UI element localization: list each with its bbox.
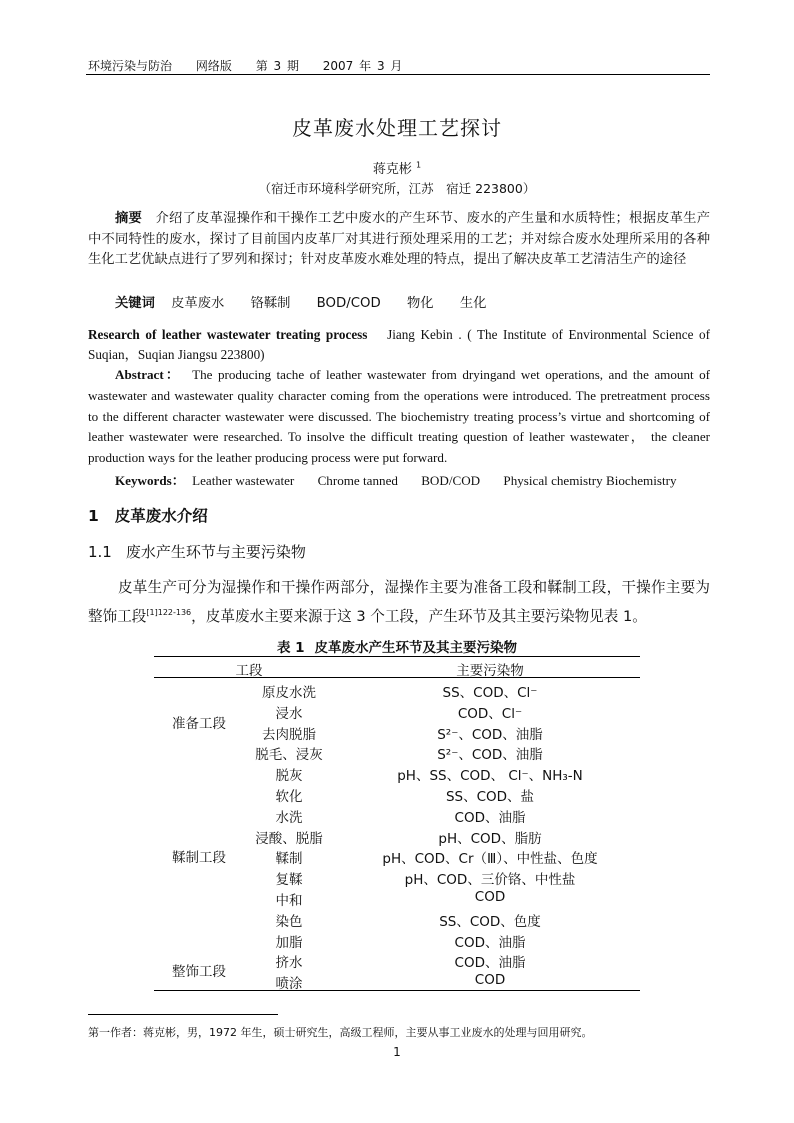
keyword-cn: 物化 [406, 296, 434, 311]
table-cell-process: 染色 [275, 913, 303, 930]
table-cell-process: 鞣制 [275, 851, 303, 868]
section-number: 1.1 [88, 543, 112, 561]
section-heading-1 [88, 504, 208, 526]
table-cell-process: 浸酸、脱脂 [255, 830, 323, 847]
table-cell-pollutants: SS、COD、盐 [445, 789, 535, 805]
table-cell-pollutants: COD、油脂 [454, 934, 526, 951]
table-cell-pollutants: COD、油脂 [454, 809, 526, 826]
keyword-en: Physical chemistry Biochemistry [503, 473, 677, 488]
keyword-cn: 铬鞣制 [250, 296, 291, 311]
section-title: 废水产生环节与主要污染物 [125, 543, 306, 561]
table-cell-process: 脱灰 [275, 768, 303, 785]
abstract-cn [88, 209, 710, 271]
keyword-cn: 皮革废水 [171, 296, 225, 311]
keywords-cn-label: 关键词 [115, 296, 155, 311]
table-cell-pollutants: pH、COD、三价铬、中性盐 [404, 872, 576, 889]
keywords-cn [115, 292, 508, 311]
table-group-label: 鞣制工段 [172, 850, 226, 866]
table-cell-pollutants: COD [474, 972, 506, 989]
table-cell-process: 原皮水洗 [262, 685, 316, 701]
table-cell-process: 软化 [275, 789, 303, 805]
table-cell-pollutants: pH、SS、COD、 Cl⁻、NH₃-N [397, 768, 583, 785]
keyword-en: BOD/COD [421, 473, 481, 488]
running-head [88, 57, 420, 74]
author-line [0, 158, 794, 177]
table-label: 表 1 [276, 640, 305, 656]
keyword-cn: BOD/COD [316, 296, 381, 311]
table-caption [0, 636, 794, 656]
table-group-label: 准备工段 [172, 716, 226, 732]
table-group-label: 整饰工段 [172, 964, 226, 980]
citation: [1]122-136 [146, 608, 192, 617]
keywords-en [115, 470, 677, 489]
keyword-en: Leather wastewater [192, 473, 295, 488]
english-title-block [88, 325, 710, 365]
table-cell-pollutants: S²⁻、COD、油脂 [437, 726, 543, 743]
table-caption-text: 皮革废水产生环节及其主要污染物 [314, 640, 518, 656]
abstract-en-label: Abstract： [115, 367, 182, 382]
section-heading-1-1 [88, 541, 306, 562]
keyword-en: Chrome tanned [317, 473, 398, 488]
table-cell-process: 去肉脱脂 [262, 726, 316, 743]
english-authors: Jiang Kebin . ( The Institute of Environmental Science of Suqian，Suqian Jiangsu 223800) [88, 327, 710, 362]
table-cell-pollutants: SS、COD、色度 [439, 913, 541, 930]
english-title: Research of leather wastewater treating process [88, 327, 368, 342]
issue-date: 2007 年 3 月 [322, 59, 403, 73]
table-cell-pollutants: COD、Cl⁻ [457, 705, 523, 722]
table-cell-process: 中和 [275, 893, 303, 909]
paragraph-text: ，皮革废水主要来源于这 3 个工段，产生环节及其主要污染物见表 1。 [191, 607, 647, 625]
paper-title: 皮革废水处理工艺探讨 [292, 116, 502, 140]
author-mark: 1 [416, 160, 422, 170]
table-cell-pollutants: COD、油脂 [454, 955, 526, 972]
table-header-rule [154, 677, 640, 678]
abstract-en [88, 365, 710, 469]
author-name: 蒋克彬 [372, 162, 412, 177]
abstract-cn-text: 介绍了皮革湿操作和干操作工艺中废水的产生环节、废水的产生量和水质特性；根据皮革生产中不同特性的废水，探讨了目前国内皮革厂对其进行预处理采用的工艺；并对综合废水处理所采用的各种生化工艺优缺点进行了罗列和探讨；针对皮革废水难处理的特点，提出了解决皮革工艺清洁生产的途径 [88, 211, 710, 268]
table-cell-process: 挤水 [275, 955, 303, 972]
edition: 网络版 [195, 59, 232, 73]
section-number: 1 [88, 507, 99, 525]
section-title: 皮革废水介绍 [114, 507, 208, 525]
abstract-cn-label: 摘要 [115, 211, 143, 226]
page-number: 1 [393, 1045, 401, 1059]
table-cell-process: 脱毛、浸灰 [255, 747, 323, 764]
table-cell-pollutants: S²⁻、COD、油脂 [437, 747, 543, 764]
table-cell-pollutants: pH、COD、脂肪 [438, 830, 542, 847]
body-paragraph [88, 575, 710, 629]
table-cell-pollutants: pH、COD、Cr（Ⅲ）、中性盐、色度 [382, 851, 598, 868]
table-top-rule [154, 656, 640, 657]
header-rule [86, 74, 710, 75]
footnote-rule [88, 1014, 278, 1015]
table-cell-process: 水洗 [275, 809, 303, 826]
table-cell-process: 浸水 [275, 705, 303, 722]
keywords-en-label: Keywords： [115, 473, 185, 488]
table-header-stage: 工段 [235, 663, 263, 679]
table-bottom-rule [154, 990, 640, 991]
table-cell-process: 复鞣 [275, 872, 303, 889]
table-cell-process: 加脂 [275, 934, 303, 951]
table-header-pollutants: 主要污染物 [456, 663, 524, 679]
abstract-en-text: The producing tache of leather wastewater from dryingand wet operations, and the amount of wastewater and wastewater quality character coming from the operations were introduced. The pretreatment process to the different character wastewater were discussed. The biochemistry treating process’s virtue and shortcoming of leather wastewater were researched. To insolve the difficult treating question of leather wastewater， the cleaner production ways for the leather producing process were put forward. [88, 367, 710, 466]
table-cell-pollutants: COD [474, 889, 506, 905]
table-cell-pollutants: SS、COD、Cl⁻ [442, 685, 538, 701]
affiliation: （宿迁市环境科学研究所，江苏 宿迁 223800） [258, 181, 536, 196]
journal-name: 环境污染与防治 [88, 59, 173, 73]
table-cell-process: 喷涂 [275, 976, 303, 993]
footnote: 第一作者：蒋克彬，男，1972 年生，硕士研究生，高级工程师，主要从事工业废水的处理与回用研究。 [88, 1026, 593, 1039]
paragraph-text: 皮革生产可分为湿操作和干操作两部分，湿操作主要为准备工段和鞣制工段，干操作主要为整饰工段 [88, 579, 710, 625]
issue: 第 3 期 [255, 59, 299, 73]
keyword-cn: 生化 [459, 296, 487, 311]
